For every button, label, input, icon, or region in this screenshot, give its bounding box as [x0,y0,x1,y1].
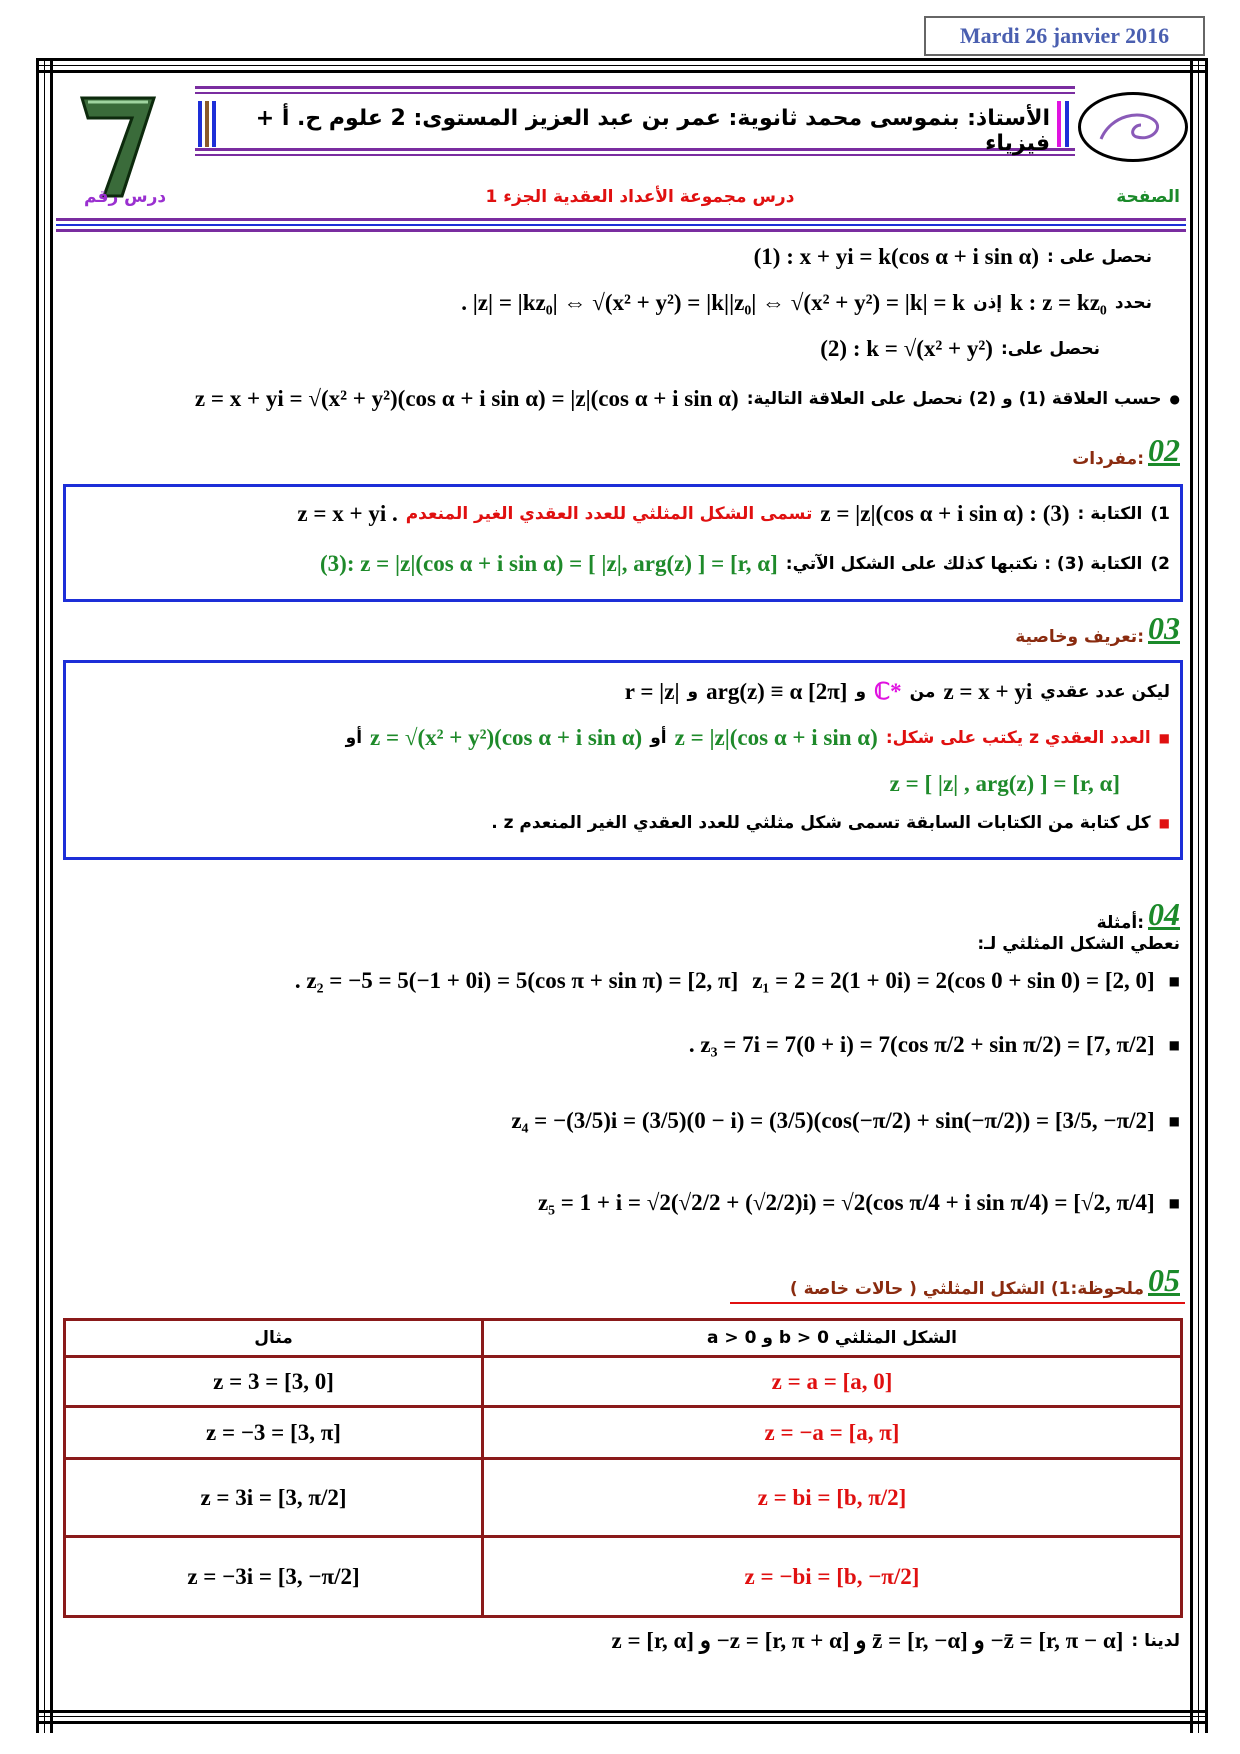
definitions-box [63,484,1183,602]
header-bar [198,101,202,147]
header-bar [1057,101,1061,147]
table-header-form: a > 0 و b > 0 الشكل المثلثي [483,1320,1182,1357]
property-line-4: ■ كل كتابة من الكتابات السابقة تسمى شكل مثلثي للعدد العقدي الغير المنعدم z . [491,813,1170,833]
date-box: Mardi 26 janvier 2016 [924,16,1205,56]
section-02-heading: 02 مفردات: [1072,432,1180,469]
example-line-3: ■ z₄ = −(3/5)i = (3/5)(0 − i) = (3/5)(cos(−π/2) + sin(−π/2)) = [3/5, −π/2] [511,1108,1180,1133]
definition-item-2: 2) الكتابة (3) : نكتبها كذلك على الشكل الآتي: (3): z = |z|(cos α + i sin α) = [ |z|, arg(z) ] = [r, α] [320,551,1170,576]
section-04-heading: 04 أمثلة: [1096,896,1180,933]
table-cell-example: z = −3i = [3, −π/2] [65,1537,483,1617]
header-bar [212,101,216,147]
table-row [65,1537,1182,1617]
section-05-underline [730,1302,1185,1304]
section-03-heading: 03 تعريف وخاصية: [1015,610,1180,647]
final-relations: لدينا : z = [r, α] و −z = [r, π + α] و z̄ = [r, −α] و −z̄ = [r, π − α] [611,1628,1180,1653]
intro-line-3: نحصل على: (2) : k = √(x² + y²) [820,336,1100,361]
example-line-4: ■ z₅ = 1 + i = √2(√2/2 + (√2/2)i) = √2(cos π/4 + i sin π/4) = [√2, π/4] [537,1190,1180,1215]
table-cell-form: z = −bi = [b, −π/2] [483,1537,1182,1617]
table-cell-form: z = −a = [a, π] [483,1407,1182,1459]
lesson-title: درس مجموعة الأعداد العقدية الجزء 1 [485,187,795,207]
header-bar [1065,101,1069,147]
frame-bottom-line-thin [36,1716,1208,1717]
lesson-number-logo [78,92,158,200]
example-line-2: ■ . z₃ = 7i = 7(0 + i) = 7(cos π/2 + sin π/2) = [7, π/2] [688,1032,1180,1057]
property-line-3: z = [ |z| , arg(z) ] = [r, α] [889,771,1120,796]
table-cell-form: z = bi = [b, π/2] [483,1459,1182,1537]
special-cases-table [63,1318,1183,1618]
intro-line-1: نحصل على : (1) : x + yi = k(cos α + i sin α) [753,244,1152,269]
table-cell-example: z = 3i = [3, π/2] [65,1459,483,1537]
table-row [65,1459,1182,1537]
frame-left-line [36,58,39,1733]
frame-left-line-2 [50,58,53,1733]
definition-property-box [63,660,1183,860]
frame-bottom-line-2 [36,1721,1208,1724]
property-line-2: ■ العدد العقدي z يكتب على شكل: z = |z|(cos α + i sin α) أو z = √(x² + y²)(cos α + i sin α) أو [345,725,1170,750]
table-cell-example: z = 3 = [3, 0] [65,1357,483,1407]
property-line-1: ليكن عدد عقدي z = x + yi من ℂ* و arg(z) ≡ α [2π] و r = |z| [624,679,1170,704]
table-cell-form: z = a = [a, 0] [483,1357,1182,1407]
table-cell-example: z = −3 = [3, π] [65,1407,483,1459]
frame-top-line-2 [36,70,1208,73]
frame-right-line-2 [1190,58,1193,1733]
frame-left-line-thin [44,58,45,1733]
frame-bottom-line [36,1710,1208,1713]
divider [56,218,1186,221]
example-line-1: ■ z₁ = 2 = 2(1 + 0i) = 2(cos 0 + sin 0) = [2, 0] . z₂ = −5 = 5(−1 + 0i) = 5(cos π + sin π) = [2, π] [294,968,1180,993]
definition-item-1: 1) الكتابة : z = |z|(cos α + i sin α) : (3) تسمى الشكل المثلثي للعدد العقدي الغير المنعدم z = x + yi . [297,501,1170,526]
divider [56,229,1186,232]
intro-line-4: ● حسب العلاقة (1) و (2) نحصل على العلاقة التالية: z = x + yi = √(x² + y²)(cos α + i sin α) = |z|(cos α + i sin α) [194,386,1180,411]
frame-right-line [1205,58,1208,1733]
lesson-label: درس رقم [84,187,167,207]
teacher-header: الأستاذ: بنموسى محمد ثانوية: عمر بن عبد العزيز المستوى: 2 علوم ح. أ + فيزياء [255,106,1050,156]
page-label: الصفحة [1116,187,1180,207]
intro-line-2: نحدد k : z = kz₀ إذن . |z| = |kz₀| ⇔ √(x² + y²) = |k||z₀| ⇔ √(x² + y²) = |k| = k [461,290,1152,315]
divider [56,224,1186,226]
frame-right-line-thin [1198,58,1199,1733]
table-header-example: مثال [65,1320,483,1357]
header-bar [205,101,209,147]
table-row [65,1357,1182,1407]
frame-top-line [36,58,1208,61]
examples-intro: نعطي الشكل المثلثي لـ: [977,934,1180,954]
section-05-heading: 05 ملحوظة:1) الشكل المثلثي ( حالات خاصة ) [789,1262,1180,1299]
school-logo [1078,92,1188,162]
frame-top-line-thin [36,65,1208,66]
table-row [65,1407,1182,1459]
